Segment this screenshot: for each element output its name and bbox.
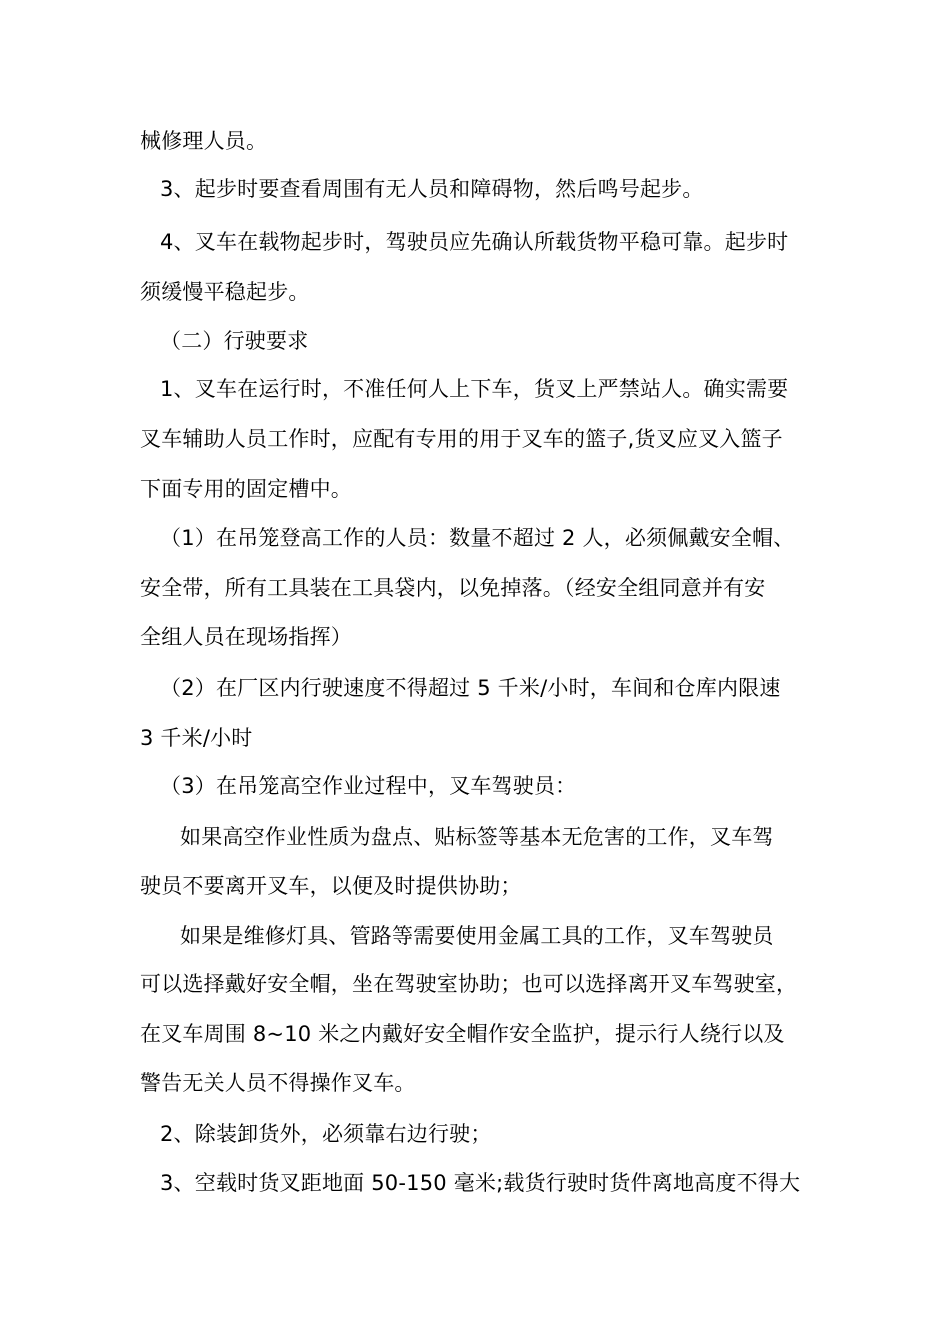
text-line: 下面专用的固定槽中。 [140, 477, 352, 501]
text-line: 4、叉车在载物起步时，驾驶员应先确认所载货物平稳可靠。起步时 [160, 230, 789, 254]
text-line: 3 千米/小时 [140, 726, 253, 750]
text-line: （2）在厂区内行驶速度不得超过 5 千米/小时，车间和仓库内限速 [160, 676, 781, 700]
section-heading: （二）行驶要求 [160, 329, 309, 353]
text-line: 如果是维修灯具、管路等需要使用金属工具的工作，叉车驾驶员 [180, 924, 774, 948]
text-line: 可以选择戴好安全帽，坐在驾驶室协助；也可以选择离开叉车驾驶室， [140, 972, 798, 996]
text-line: 在叉车周围 8~10 米之内戴好安全帽作安全监护，提示行人绕行以及 [140, 1022, 785, 1046]
text-line: 安全带，所有工具装在工具袋内，以免掉落。（经安全组同意并有安 [140, 576, 766, 600]
text-line: 械修理人员。 [140, 129, 268, 153]
text-line: 驶员不要离开叉车，以便及时提供协助； [140, 874, 522, 898]
text-line: 3、空载时货叉距地面 50-150 毫米;载货行驶时货件离地高度不得大 [160, 1171, 801, 1195]
text-line: 1、叉车在运行时，不准任何人上下车，货叉上严禁站人。确实需要 [160, 377, 789, 401]
text-line: 须缓慢平稳起步。 [140, 280, 310, 304]
text-line: （3）在吊笼高空作业过程中，叉车驾驶员： [160, 774, 577, 798]
text-line: 如果高空作业性质为盘点、贴标签等基本无危害的工作，叉车驾 [180, 825, 774, 849]
text-line: 全组人员在现场指挥） [140, 625, 352, 649]
text-line: 3、起步时要查看周围有无人员和障碍物，然后鸣号起步。 [160, 177, 704, 201]
text-line: （1）在吊笼登高工作的人员：数量不超过 2 人，必须佩戴安全帽、 [160, 526, 795, 550]
text-line: 警告无关人员不得操作叉车。 [140, 1071, 416, 1095]
text-line: 叉车辅助人员工作时，应配有专用的用于叉车的篮子,货叉应叉入篮子 [140, 427, 783, 451]
text-line: 2、除装卸货外，必须靠右边行驶； [160, 1122, 492, 1146]
